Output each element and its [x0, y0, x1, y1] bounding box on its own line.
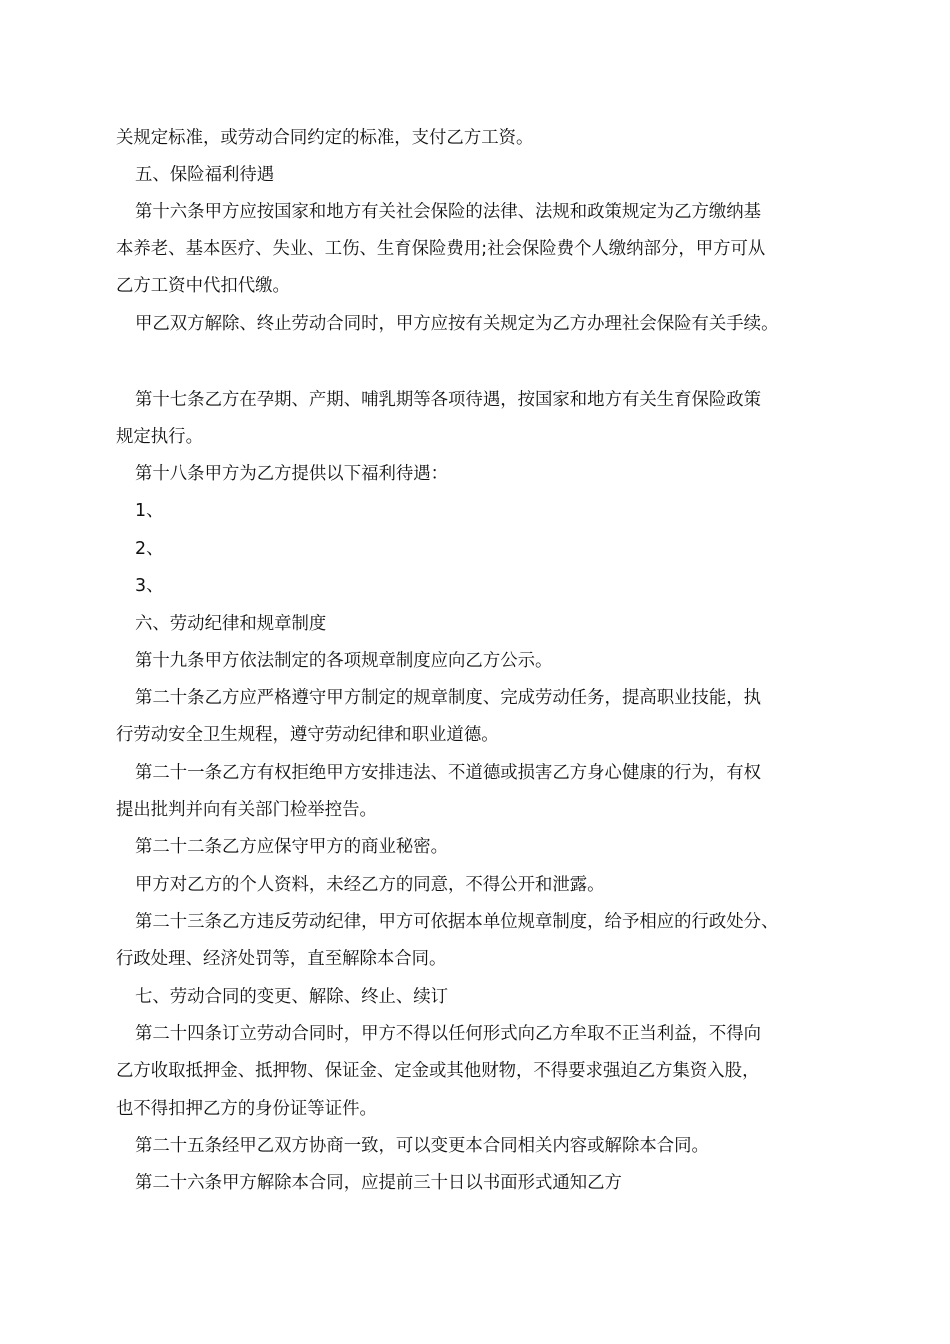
text-line: 第二十六条甲方解除本合同，应提前三十日以书面形式通知乙方: [135, 1173, 622, 1193]
section-heading: 七、劳动合同的变更、解除、终止、续订: [135, 987, 449, 1007]
text-line: 第二十二条乙方应保守甲方的商业秘密。: [135, 837, 449, 857]
list-item: 2、: [135, 539, 164, 559]
text-line: 行政处理、经济处罚等，直至解除本合同。: [116, 949, 447, 969]
list-item: 3、: [135, 576, 164, 596]
text-line: 规定执行。: [116, 427, 203, 447]
text-line: 第十七条乙方在孕期、产期、哺乳期等各项待遇，按国家和地方有关生育保险政策: [135, 390, 762, 410]
section-heading: 六、劳动纪律和规章制度: [135, 614, 327, 634]
text-line: 提出批判并向有关部门检举控告。: [116, 800, 377, 820]
text-line: 第十九条甲方依法制定的各项规章制度应向乙方公示。: [135, 651, 553, 671]
text-line: 乙方工资中代扣代缴。: [116, 276, 290, 296]
text-line: 第二十四条订立劳动合同时，甲方不得以任何形式向乙方牟取不正当利益，不得向: [135, 1024, 762, 1044]
text-line: 第二十三条乙方违反劳动纪律，甲方可依据本单位规章制度，给予相应的行政处分、: [135, 912, 779, 932]
text-line: 第二十五条经甲乙双方协商一致，可以变更本合同相关内容或解除本合同。: [135, 1136, 709, 1156]
text-line: 也不得扣押乙方的身份证等证件。: [116, 1099, 377, 1119]
section-heading: 五、保险福利待遇: [135, 165, 275, 185]
text-line: 关规定标准，或劳动合同约定的标准，支付乙方工资。: [116, 128, 534, 148]
text-line: 乙方收取抵押金、抵押物、保证金、定金或其他财物，不得要求强迫乙方集资入股，: [116, 1061, 760, 1081]
text-line: 第十六条甲方应按国家和地方有关社会保险的法律、法规和政策规定为乙方缴纳基: [135, 202, 762, 222]
text-line: 甲乙双方解除、终止劳动合同时，甲方应按有关规定为乙方办理社会保险有关手续。: [135, 314, 779, 334]
list-item: 1、: [135, 501, 164, 521]
text-line: 第二十一条乙方有权拒绝甲方安排违法、不道德或损害乙方身心健康的行为，有权: [135, 763, 762, 783]
text-line: 甲方对乙方的个人资料，未经乙方的同意，不得公开和泄露。: [135, 875, 605, 895]
text-line: 行劳动安全卫生规程，遵守劳动纪律和职业道德。: [116, 725, 499, 745]
text-line: 本养老、基本医疗、失业、工伤、生育保险费用;社会保险费个人缴纳部分，甲方可从: [116, 239, 766, 259]
text-line: 第二十条乙方应严格遵守甲方制定的规章制度、完成劳动任务，提高职业技能，执: [135, 688, 762, 708]
text-line: 第十八条甲方为乙方提供以下福利待遇：: [135, 464, 449, 484]
